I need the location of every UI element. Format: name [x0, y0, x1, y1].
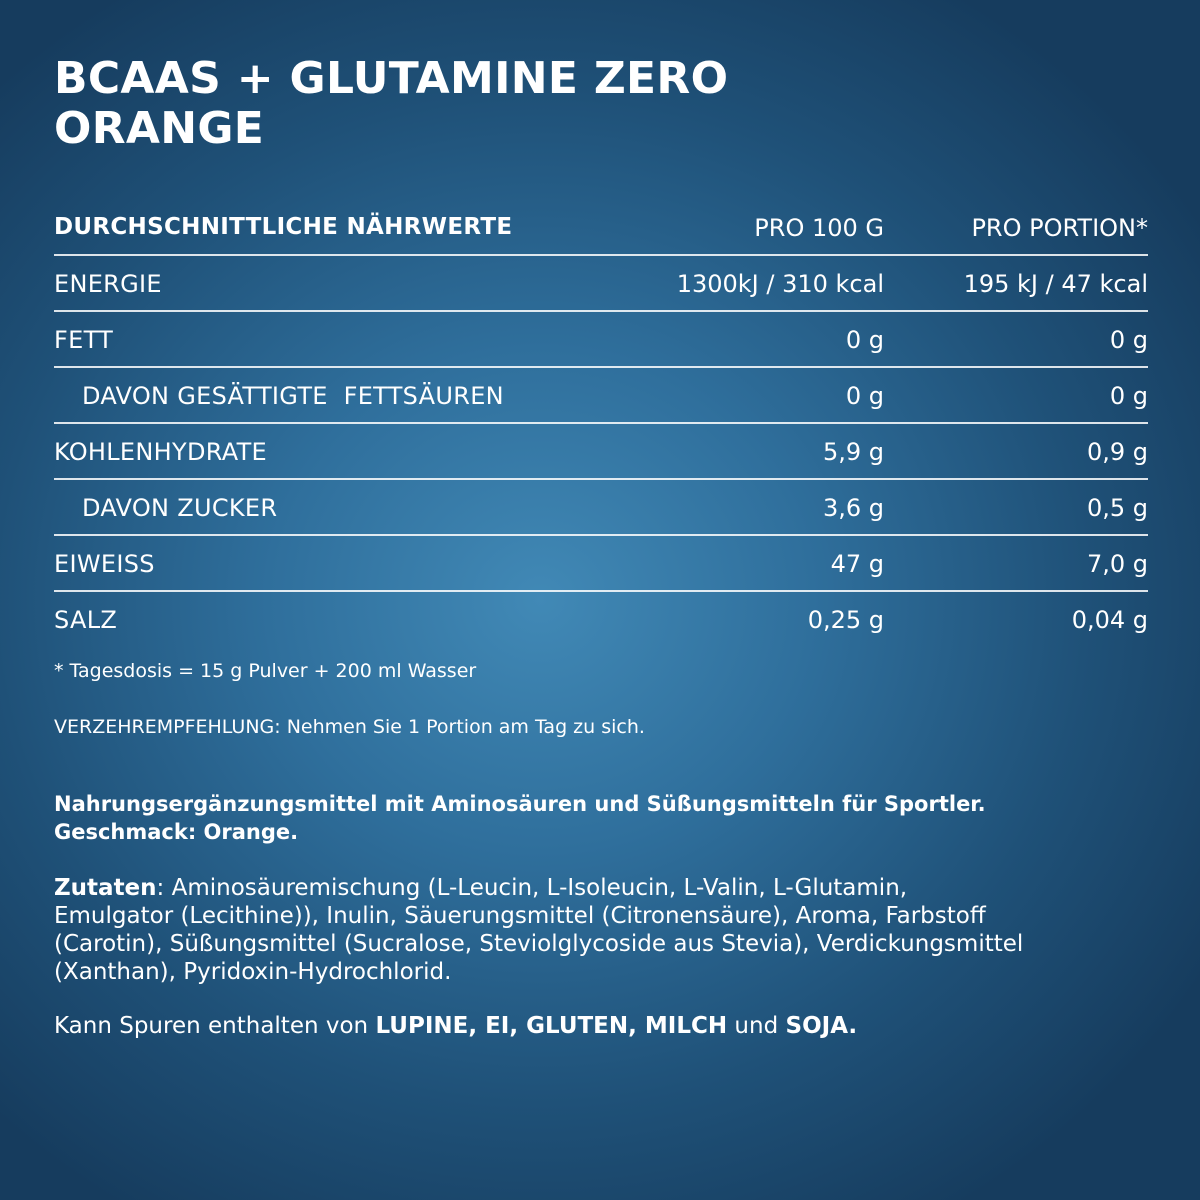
allergen-last: SOJA.	[785, 1013, 858, 1039]
row-label: DAVON GESÄTTIGTE FETTSÄUREN	[82, 382, 504, 410]
ingredients-line-1	[54, 874, 1164, 902]
row-label: KOHLENHYDRATE	[54, 438, 268, 466]
table-row-energy	[54, 256, 1148, 312]
row-per-100g: 0 g	[845, 326, 884, 354]
ingredients-line-3: (Carotin), Süßungsmittel (Sucralose, Steviolglycoside aus Stevia), Verdickungsmittel	[54, 931, 1024, 957]
row-per-portion: 0,04 g	[1071, 606, 1148, 634]
usage-recommendation: VERZEHREMPFEHLUNG: Nehmen Sie 1 Portion am Tag zu sich.	[54, 716, 645, 738]
ingredients-line-2: Emulgator (Lecithine)), Inulin, Säuerungsmittel (Citronensäure), Aroma, Farbstoff	[54, 903, 986, 929]
allergen-notice	[54, 1013, 857, 1039]
table-row-protein	[54, 536, 1148, 592]
row-per-100g: 3,6 g	[822, 494, 884, 522]
row-label: DAVON ZUCKER	[82, 494, 278, 522]
product-title-line-1: BCAAS + GLUTAMINE ZERO	[54, 53, 729, 104]
row-label: EIWEISS	[54, 550, 155, 578]
product-title-line-2: ORANGE	[54, 103, 265, 154]
table-row-saturated-fat	[54, 368, 1148, 424]
ingredients-label: Zutaten	[54, 875, 157, 901]
row-per-100g: 1300kJ / 310 kcal	[676, 270, 884, 298]
row-per-portion: 0,9 g	[1086, 438, 1148, 466]
allergen-items: LUPINE, EI, GLUTEN, MILCH	[375, 1013, 728, 1039]
row-per-portion: 7,0 g	[1086, 550, 1148, 578]
header-per-portion: PRO PORTION*	[971, 214, 1148, 242]
table-row-sugar	[54, 480, 1148, 536]
nutrition-table	[54, 200, 1148, 648]
table-row-fat	[54, 312, 1148, 368]
nutrition-table-header	[54, 200, 1148, 256]
header-label: DURCHSCHNITTLICHE NÄHRWERTE	[54, 214, 513, 240]
header-per-100g: PRO 100 G	[754, 214, 884, 242]
row-label: ENERGIE	[54, 270, 162, 298]
table-row-carbohydrates	[54, 424, 1148, 480]
row-per-100g: 0,25 g	[807, 606, 884, 634]
product-description	[54, 790, 986, 846]
row-per-portion: 0 g	[1109, 382, 1148, 410]
ingredients-line-1-text: : Aminosäuremischung (L-Leucin, L-Isoleucin, L-Valin, L-Glutamin,	[156, 875, 908, 901]
description-line-1: Nahrungsergänzungsmittel mit Aminosäuren und Süßungsmitteln für Sportler.	[54, 792, 986, 816]
table-row-salt	[54, 592, 1148, 648]
allergen-connector: und	[727, 1013, 786, 1039]
row-per-100g: 47 g	[830, 550, 884, 578]
description-line-2: Geschmack: Orange.	[54, 820, 299, 844]
row-per-portion: 0,5 g	[1086, 494, 1148, 522]
row-label: FETT	[54, 326, 114, 354]
allergen-prefix: Kann Spuren enthalten von	[54, 1013, 376, 1039]
ingredients-line-4: (Xanthan), Pyridoxin-Hydrochlorid.	[54, 959, 452, 985]
row-label: SALZ	[54, 606, 118, 634]
product-title	[54, 54, 728, 154]
row-per-portion: 195 kJ / 47 kcal	[963, 270, 1148, 298]
portion-footnote: * Tagesdosis = 15 g Pulver + 200 ml Wasser	[54, 660, 477, 682]
row-per-100g: 0 g	[845, 382, 884, 410]
row-per-portion: 0 g	[1109, 326, 1148, 354]
ingredients-text	[54, 874, 1164, 986]
row-per-100g: 5,9 g	[822, 438, 884, 466]
